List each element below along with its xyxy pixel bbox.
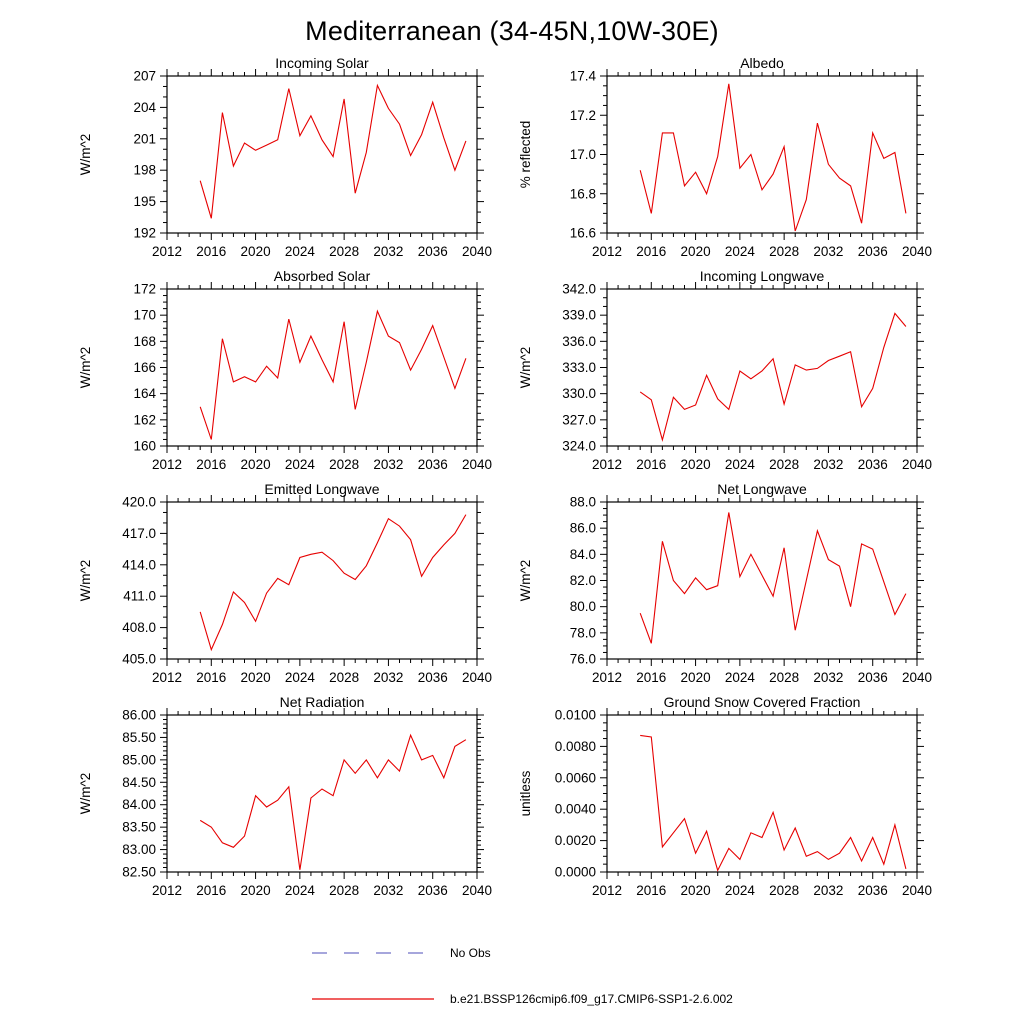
x-tick-label: 2016 xyxy=(636,457,667,472)
x-tick-label: 2024 xyxy=(284,457,315,472)
y-tick-label: 83.00 xyxy=(122,842,156,858)
x-tick-label: 2040 xyxy=(461,457,493,472)
y-tick-label: 88.0 xyxy=(569,494,596,510)
x-tick-label: 2024 xyxy=(284,883,315,898)
x-tick-label: 2028 xyxy=(329,244,360,259)
chart-absorbed-solar xyxy=(72,267,512,480)
legend xyxy=(308,930,1024,1022)
chart-incoming-longwave xyxy=(512,267,952,480)
y-tick-label: 336.0 xyxy=(562,333,596,349)
y-tick-label: 414.0 xyxy=(122,557,156,573)
chart-title: Ground Snow Covered Fraction xyxy=(663,694,861,710)
y-tick-label: 168 xyxy=(133,333,156,349)
x-tick-label: 2032 xyxy=(813,244,844,259)
model-run-line-sample xyxy=(308,994,438,1004)
y-tick-label: 170 xyxy=(133,307,156,323)
y-tick-label: 204 xyxy=(133,99,156,115)
x-tick-label: 2016 xyxy=(636,244,667,259)
net-radiation-plot xyxy=(72,693,512,906)
y-tick-label: 86.00 xyxy=(122,707,156,723)
y-tick-label: 0.0020 xyxy=(554,833,596,849)
x-tick-label: 2020 xyxy=(240,457,271,472)
x-tick-label: 2040 xyxy=(461,244,493,259)
x-tick-label: 2032 xyxy=(373,244,404,259)
x-tick-label: 2016 xyxy=(636,670,667,685)
y-tick-label: 417.0 xyxy=(122,525,156,541)
x-tick-label: 2040 xyxy=(901,457,933,472)
y-tick-label: 408.0 xyxy=(122,620,156,636)
x-tick-label: 2020 xyxy=(680,883,711,898)
y-tick-label: 16.8 xyxy=(569,186,596,202)
x-tick-label: 2020 xyxy=(680,670,711,685)
y-tick-label: 330.0 xyxy=(562,386,596,402)
x-tick-label: 2016 xyxy=(196,244,227,259)
y-axis-label: W/m^2 xyxy=(78,133,93,176)
no-obs-line-sample xyxy=(308,948,438,958)
chart-title: Net Radiation xyxy=(279,694,365,710)
charts-grid xyxy=(0,54,1024,906)
legend-item-model-run xyxy=(308,976,1024,1022)
plot-frame xyxy=(167,502,477,659)
x-tick-label: 2040 xyxy=(901,670,933,685)
x-tick-label: 2012 xyxy=(591,670,623,685)
x-tick-label: 2032 xyxy=(813,457,844,472)
page-title: Mediterranean (34-45N,10W-30E) xyxy=(305,16,719,46)
x-tick-label: 2016 xyxy=(196,883,227,898)
x-tick-label: 2040 xyxy=(901,244,933,259)
y-axis-label: W/m^2 xyxy=(518,559,533,602)
x-tick-label: 2024 xyxy=(724,244,755,259)
x-tick-label: 2032 xyxy=(813,883,844,898)
y-tick-label: 342.0 xyxy=(562,281,596,297)
plot-frame xyxy=(607,502,917,659)
chart-title: Incoming Solar xyxy=(275,55,369,71)
legend-item-no-obs xyxy=(308,930,1024,976)
x-tick-label: 2036 xyxy=(857,244,888,259)
y-tick-label: 0.0040 xyxy=(554,801,596,817)
y-tick-label: 164 xyxy=(133,386,156,402)
x-tick-label: 2016 xyxy=(196,670,227,685)
y-tick-label: 78.0 xyxy=(569,625,596,641)
x-tick-label: 2012 xyxy=(151,244,183,259)
y-tick-label: 84.0 xyxy=(569,546,596,562)
x-tick-label: 2036 xyxy=(417,244,448,259)
y-tick-label: 420.0 xyxy=(122,494,156,510)
y-tick-label: 192 xyxy=(133,225,156,241)
x-tick-label: 2028 xyxy=(329,883,360,898)
y-tick-label: 339.0 xyxy=(562,307,596,323)
incoming-longwave-plot xyxy=(512,267,952,480)
y-tick-label: 162 xyxy=(133,412,156,428)
x-tick-label: 2020 xyxy=(680,244,711,259)
y-tick-label: 160 xyxy=(133,438,156,454)
y-axis-label: W/m^2 xyxy=(78,772,93,815)
y-tick-label: 83.50 xyxy=(122,819,156,835)
incoming-solar-plot xyxy=(72,54,512,267)
x-tick-label: 2024 xyxy=(284,244,315,259)
x-tick-label: 2020 xyxy=(240,244,271,259)
y-tick-label: 84.50 xyxy=(122,774,156,790)
y-tick-label: 17.2 xyxy=(569,107,596,123)
y-tick-label: 195 xyxy=(133,194,156,210)
x-tick-label: 2012 xyxy=(591,457,623,472)
y-axis-label: unitless xyxy=(518,770,533,817)
chart-title: Albedo xyxy=(740,55,784,71)
x-tick-label: 2024 xyxy=(284,670,315,685)
x-tick-label: 2032 xyxy=(373,457,404,472)
y-tick-label: 0.0080 xyxy=(554,738,596,754)
y-tick-label: 172 xyxy=(133,281,156,297)
x-tick-label: 2040 xyxy=(461,883,493,898)
y-tick-label: 85.00 xyxy=(122,752,156,768)
chart-albedo xyxy=(512,54,952,267)
y-axis-label: W/m^2 xyxy=(518,346,533,389)
x-tick-label: 2024 xyxy=(724,883,755,898)
y-tick-label: 80.0 xyxy=(569,599,596,615)
y-tick-label: 86.0 xyxy=(569,520,596,536)
plot-frame xyxy=(607,715,917,872)
x-tick-label: 2020 xyxy=(240,883,271,898)
x-tick-label: 2012 xyxy=(151,670,183,685)
net-longwave-plot xyxy=(512,480,952,693)
y-tick-label: 207 xyxy=(133,68,156,84)
x-tick-label: 2012 xyxy=(591,883,623,898)
y-tick-label: 0.0000 xyxy=(554,864,596,880)
y-tick-label: 324.0 xyxy=(562,438,596,454)
x-tick-label: 2028 xyxy=(769,883,800,898)
chart-emitted-longwave xyxy=(72,480,512,693)
y-tick-label: 198 xyxy=(133,162,156,178)
chart-incoming-solar xyxy=(72,54,512,267)
y-tick-label: 405.0 xyxy=(122,651,156,667)
plot-frame xyxy=(607,289,917,446)
y-tick-label: 333.0 xyxy=(562,360,596,375)
chart-net-longwave xyxy=(512,480,952,693)
y-tick-label: 82.50 xyxy=(122,864,156,880)
x-tick-label: 2036 xyxy=(417,883,448,898)
y-tick-label: 76.0 xyxy=(569,651,596,667)
chart-title: Net Longwave xyxy=(717,481,807,497)
x-tick-label: 2028 xyxy=(769,457,800,472)
ground-snow-covered-fraction-plot xyxy=(512,693,952,906)
chart-ground-snow-covered-fraction xyxy=(512,693,952,906)
y-tick-label: 82.0 xyxy=(569,573,596,588)
chart-net-radiation xyxy=(72,693,512,906)
emitted-longwave-plot xyxy=(72,480,512,693)
chart-title: Incoming Longwave xyxy=(699,268,825,284)
x-tick-label: 2040 xyxy=(461,670,493,685)
plot-frame xyxy=(167,76,477,233)
y-tick-label: 166 xyxy=(133,360,156,375)
x-tick-label: 2028 xyxy=(769,670,800,685)
legend-label-no-obs: No Obs xyxy=(450,946,491,960)
y-axis-label: % reflected xyxy=(518,120,533,189)
chart-title: Absorbed Solar xyxy=(273,268,371,284)
x-tick-label: 2036 xyxy=(857,670,888,685)
x-tick-label: 2016 xyxy=(196,457,227,472)
x-tick-label: 2036 xyxy=(857,457,888,472)
legend-label-model-run: b.e21.BSSP126cmip6.f09_g17.CMIP6-SSP1-2.6.002 xyxy=(450,992,733,1006)
x-tick-label: 2016 xyxy=(636,883,667,898)
y-axis-label: W/m^2 xyxy=(78,346,93,389)
y-tick-label: 411.0 xyxy=(123,588,156,604)
y-tick-label: 84.00 xyxy=(122,797,156,813)
plot-frame xyxy=(167,715,477,872)
x-tick-label: 2024 xyxy=(724,457,755,472)
y-tick-label: 0.0100 xyxy=(554,707,596,723)
y-tick-label: 17.0 xyxy=(569,147,596,162)
x-tick-label: 2036 xyxy=(857,883,888,898)
x-tick-label: 2036 xyxy=(417,670,448,685)
x-tick-label: 2012 xyxy=(151,457,183,472)
x-tick-label: 2012 xyxy=(591,244,623,259)
y-tick-label: 85.50 xyxy=(122,729,156,745)
x-tick-label: 2028 xyxy=(329,457,360,472)
x-tick-label: 2028 xyxy=(329,670,360,685)
y-tick-label: 17.4 xyxy=(569,68,596,84)
x-tick-label: 2040 xyxy=(901,883,933,898)
y-tick-label: 0.0060 xyxy=(554,770,596,786)
absorbed-solar-plot xyxy=(72,267,512,480)
x-tick-label: 2020 xyxy=(680,457,711,472)
y-tick-label: 327.0 xyxy=(562,412,596,428)
x-tick-label: 2024 xyxy=(724,670,755,685)
x-tick-label: 2028 xyxy=(769,244,800,259)
x-tick-label: 2032 xyxy=(373,883,404,898)
albedo-plot xyxy=(512,54,952,267)
x-tick-label: 2032 xyxy=(373,670,404,685)
y-tick-label: 201 xyxy=(133,131,156,147)
y-tick-label: 16.6 xyxy=(569,225,596,241)
chart-title: Emitted Longwave xyxy=(264,481,380,497)
x-tick-label: 2036 xyxy=(417,457,448,472)
x-tick-label: 2012 xyxy=(151,883,183,898)
y-axis-label: W/m^2 xyxy=(78,559,93,602)
x-tick-label: 2020 xyxy=(240,670,271,685)
x-tick-label: 2032 xyxy=(813,670,844,685)
